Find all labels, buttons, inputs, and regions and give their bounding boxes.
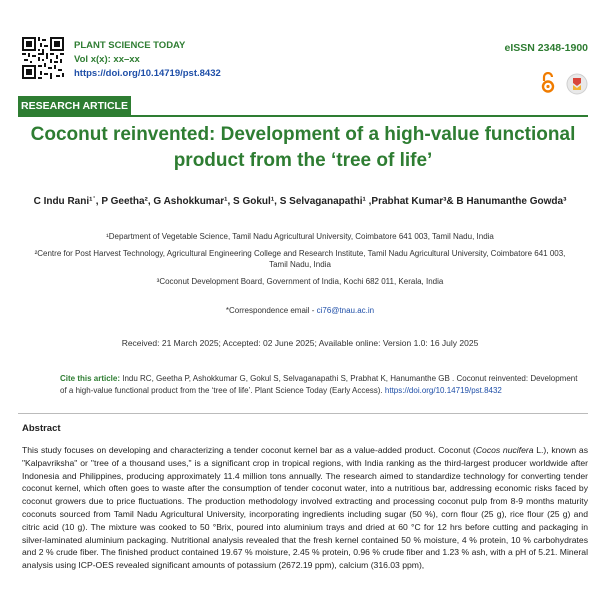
eissn: eISSN 2348-1900: [504, 42, 588, 54]
article-type-badge: RESEARCH ARTICLE: [18, 96, 131, 116]
doi-link[interactable]: https://doi.org/10.14719/pst.8432: [74, 68, 221, 79]
title-line-1: Coconut reinvented: Development of a high-value functional: [30, 124, 576, 145]
qr-code-icon: [22, 37, 64, 79]
title-line-2: product from the ‘tree of life’: [173, 150, 433, 171]
volume-info: Vol x(x): xx–xx: [74, 54, 140, 65]
header-divider: [18, 115, 588, 117]
article-dates: Received: 21 March 2025; Accepted: 02 June 2025; Available online: Version 1.0: 16 July 2025: [121, 338, 479, 348]
open-access-icon[interactable]: [541, 72, 555, 94]
abstract-body: [22, 444, 588, 572]
crossmark-icon[interactable]: [566, 73, 588, 95]
journal-header: [74, 39, 221, 81]
affiliation-3: ³Coconut Development Board, Government of India, Kochi 682 011, Kerala, India: [156, 277, 444, 286]
abstract-divider: [18, 413, 588, 414]
affiliation-2-line-1: ²Centre for Post Harvest Technology, Agricultural Engineering College and Research Institute, Tamil Nadu Agricultural University, Coimbatore 641 003,: [34, 249, 566, 258]
correspondence-email[interactable]: ci76@tnau.ac.in: [316, 306, 375, 315]
abstract-part-2: L.), known as "Kalpavriksha" or "tree of a thousand uses," is a significant crop in tropical regions, with India ranking as the third-largest producer worldwide after Indonesia and Philippines, producing approximately 11.4 million tons annually. The research aimed to standardize technology for converting tender coconut kernel, which often goes to waste after the consumption of tender coconut water, into a nutritious bar, addressing economic risks faced by coconut growers due to price fluctuations. The production methodology involved extracting and processing coconut pulp from 8-9 months maturity coconuts sourced from Tamil Nadu Agricultural University, incorporating ingredients including sugar (50 %), corn flour (25 g), rice flour (25 g) and citric acid (10 g). The mixture was cooked to 50 °Brix, poured into aluminium trays and dried at 60 °C for 12 hrs before cutting and packaging in silver-laminated aluminium packaging. Nutritional analysis revealed that the fresh kernel contained 50 % moisture, 4 % protein, 10 % carbohydrates and 2 % crude fiber. The finished product contained 19.67 % moisture, 2.45 % protein, 0.96 % crude fiber and 1.23 % ash, with a pH of 5.21. Mineral analysis using ICP-OES revealed significant amounts of potassium (2672.19 ppm), calcium (316.03 ppm),: [22, 445, 588, 571]
correspondence-label: *Correspondence email -: [225, 306, 315, 315]
abstract-heading: Abstract: [22, 423, 61, 434]
journal-name: PLANT SCIENCE TODAY: [74, 40, 186, 51]
species-name: Cocos nucifera: [475, 445, 534, 455]
author-list: C Indu Rani¹˙, P Geetha², G Ashokkumar¹, S Gokul¹, S Selvaganapathi¹ ,Prabhat Kumar³& B Hanumanthe Gowda³: [33, 196, 567, 207]
correspondence: [0, 306, 600, 315]
citation: [60, 373, 578, 396]
affiliation-1: ¹Department of Vegetable Science, Tamil Nadu Agricultural University, Coimbatore 641 003, Tamil Nadu, India: [106, 232, 494, 241]
citation-doi-link[interactable]: https://doi.org/10.14719/pst.8432: [384, 385, 502, 395]
citation-lead: Cite this article:: [60, 374, 121, 383]
affiliation-2-line-2: Tamil Nadu, India: [269, 260, 331, 269]
citation-text: Indu RC, Geetha P, Ashokkumar G, Gokul S, Selvaganapathi S, Prabhat K, Hanumanthe GB . Coconut reinvented: Development of a high-value functional product from the ‘tree of life’. Plant Science Today (Early Access).: [60, 374, 578, 395]
article-title: [20, 122, 586, 174]
abstract-part-1: This study focuses on developing and characterizing a tender coconut kernel bar as a value-added product. Coconut (: [22, 445, 476, 455]
affiliation-2: [20, 248, 580, 270]
